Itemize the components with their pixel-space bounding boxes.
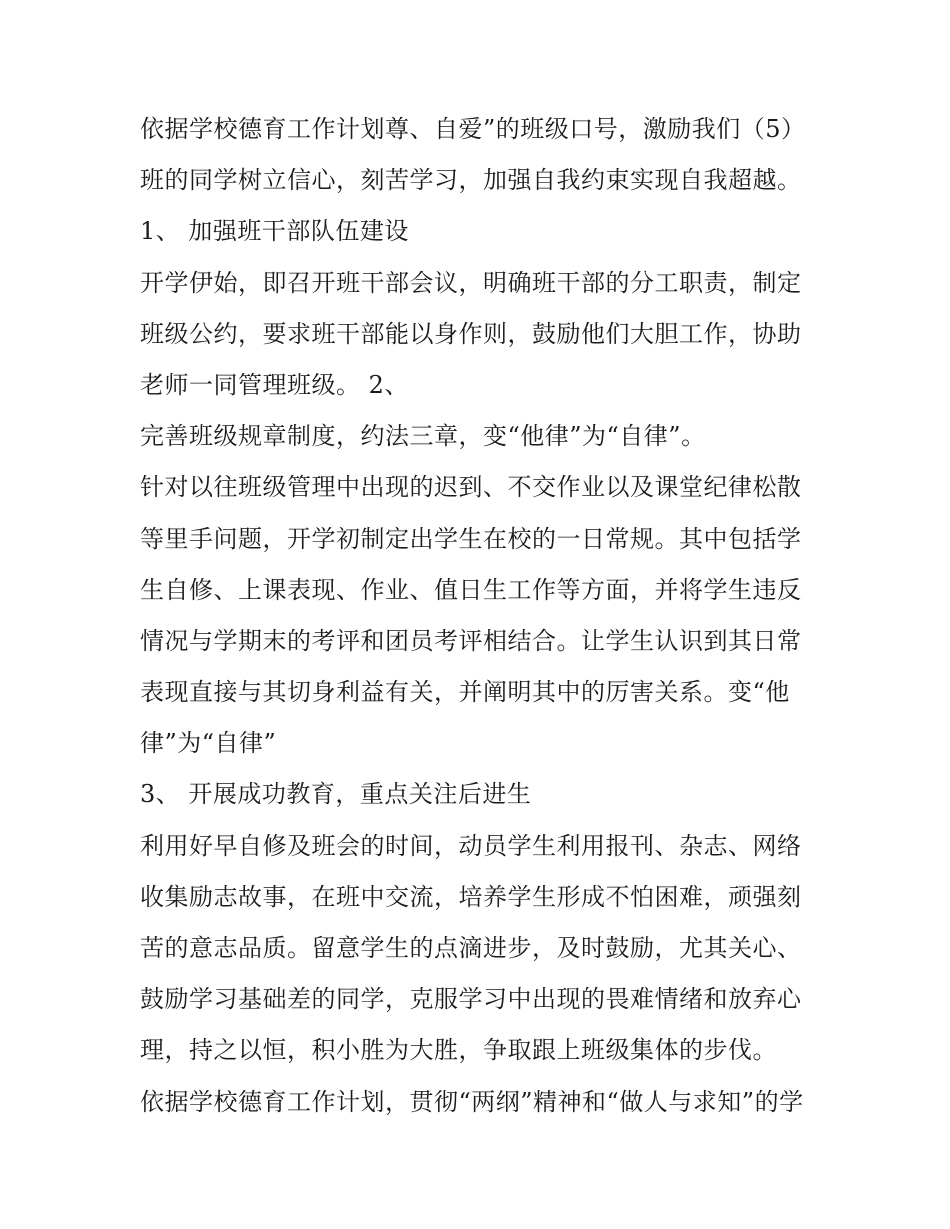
text-line: 依据学校德育工作计划尊、自爱”的班级口号，激励我们（5） [140, 115, 806, 143]
text-line: 利用好早自修及班会的时间，动员学生利用报刊、杂志、网络 [140, 831, 802, 860]
text-line: 表现直接与其切身利益有关，并阐明其中的厉害关系。变“他 [140, 678, 790, 707]
section-heading-1: 1、 加强班干部队伍建设 [140, 217, 409, 246]
text-line: 鼓励学习基础差的同学，克服学习中出现的畏难情绪和放弃心 [140, 985, 802, 1014]
text-line: 理，持之以恒，积小胜为大胜，争取跟上班级集体的步伐。 [140, 1036, 777, 1065]
text-line: 情况与学期末的考评和团员考评相结合。让学生认识到其日常 [140, 626, 802, 655]
text-line: 老师一同管理班级。 2、 [140, 370, 409, 399]
text-line: 等里手问题，开学初制定出学生在校的一日常规。其中包括学 [140, 524, 802, 553]
text-line: 开学伊始，即召开班干部会议，明确班干部的分工职责，制定 [140, 268, 802, 297]
text-line: 生自修、上课表现、作业、值日生工作等方面，并将学生违反 [140, 575, 802, 604]
text-line: 班的同学树立信心，刻苦学习，加强自我约束实现自我超越。 [140, 166, 802, 195]
text-line: 针对以往班级管理中出现的迟到、不交作业以及课堂纪律松散 [140, 473, 802, 502]
section-heading-3: 3、 开展成功教育，重点关注后进生 [140, 780, 532, 809]
text-line: 班级公约，要求班干部能以身作则，鼓励他们大胆工作，协助 [140, 319, 802, 348]
text-line: 依据学校德育工作计划，贯彻“两纲”精神和“做人与求知”的学 [140, 1087, 804, 1116]
text-line: 律”为“自律” [140, 729, 277, 758]
document-body [140, 104, 830, 1128]
text-line: 苦的意志品质。留意学生的点滴进步，及时鼓励，尤其关心、 [140, 934, 802, 962]
text-line: 完善班级规章制度，约法三章，变“他律”为“自律”。 [140, 422, 706, 451]
text-line: 收集励志故事，在班中交流，培养学生形成不怕困难，顽强刻 [140, 882, 802, 911]
